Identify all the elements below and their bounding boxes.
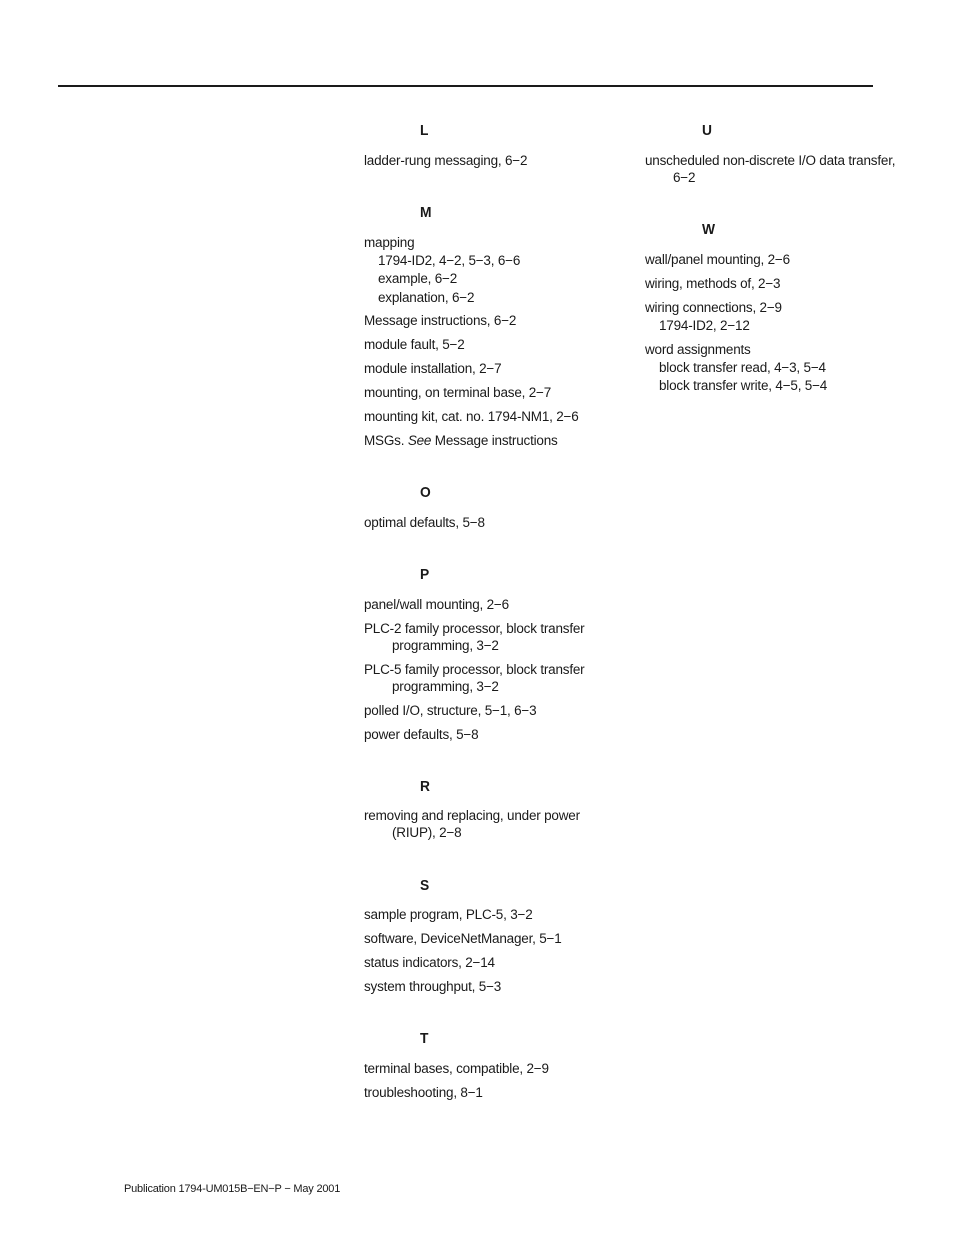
index-entry: panel/wall mounting, 2−6 bbox=[364, 597, 509, 612]
see-reference: See bbox=[407, 433, 432, 448]
index-entry: terminal bases, compatible, 2−9 bbox=[364, 1061, 549, 1076]
index-entry bbox=[364, 661, 584, 695]
publication-footer: Publication 1794-UM015B−EN−P − May 2001 bbox=[124, 1183, 341, 1195]
section-letter-p: P bbox=[420, 566, 430, 583]
index-entry-text: removing and replacing, under power bbox=[364, 808, 580, 823]
index-subentry: 1794-ID2, 2−12 bbox=[659, 318, 750, 333]
index-entry: mounting, on terminal base, 2−7 bbox=[364, 385, 552, 400]
index-entry: wiring, methods of, 2−3 bbox=[645, 276, 781, 291]
header-rule bbox=[58, 85, 873, 87]
section-letter-t: T bbox=[420, 1030, 429, 1047]
index-subentry: block transfer read, 4−3, 5−4 bbox=[659, 360, 826, 375]
index-subentry: block transfer write, 4−5, 5−4 bbox=[659, 378, 828, 393]
index-entry: system throughput, 5−3 bbox=[364, 979, 502, 994]
index-entry: mapping bbox=[364, 235, 415, 250]
index-entry: module installation, 2−7 bbox=[364, 361, 502, 376]
index-entry-text: PLC-2 family processor, block transfer bbox=[364, 621, 585, 636]
index-entry: sample program, PLC-5, 3−2 bbox=[364, 907, 533, 922]
index-entry bbox=[645, 152, 895, 186]
section-letter-w: W bbox=[702, 221, 716, 238]
index-entry: troubleshooting, 8−1 bbox=[364, 1085, 483, 1100]
index-entry: module fault, 5−2 bbox=[364, 337, 465, 352]
index-entry-continuation: programming, 3−2 bbox=[392, 679, 499, 694]
index-entry-text: unscheduled non-discrete I/O data transfer, bbox=[645, 153, 896, 168]
index-entry-continuation: programming, 3−2 bbox=[392, 638, 499, 653]
index-subentry: 1794-ID2, 4−2, 5−3, 6−6 bbox=[378, 253, 521, 268]
section-letter-o: O bbox=[420, 484, 431, 501]
section-letter-l: L bbox=[420, 122, 429, 139]
index-entry: Message instructions, 6−2 bbox=[364, 313, 517, 328]
section-letter-r: R bbox=[420, 778, 430, 795]
index-entry-text: Message instructions bbox=[431, 433, 558, 448]
index-entry-continuation: (RIUP), 2−8 bbox=[392, 825, 462, 840]
index-entry-text: MSGs. bbox=[364, 433, 408, 448]
index-entry: wiring connections, 2−9 bbox=[645, 300, 782, 315]
index-entry bbox=[364, 620, 584, 654]
index-entry: mounting kit, cat. no. 1794-NM1, 2−6 bbox=[364, 409, 579, 424]
index-entry: status indicators, 2−14 bbox=[364, 955, 495, 970]
index-entry: software, DeviceNetManager, 5−1 bbox=[364, 931, 562, 946]
index-entry: ladder-rung messaging, 6−2 bbox=[364, 153, 528, 168]
section-letter-u: U bbox=[702, 122, 712, 139]
index-entry: optimal defaults, 5−8 bbox=[364, 515, 485, 530]
index-entry-msgs bbox=[364, 432, 558, 449]
index-entry: power defaults, 5−8 bbox=[364, 727, 479, 742]
section-letter-s: S bbox=[420, 877, 430, 894]
index-subentry: explanation, 6−2 bbox=[378, 290, 475, 305]
index-entry: wall/panel mounting, 2−6 bbox=[645, 252, 790, 267]
index-entry-continuation: 6−2 bbox=[673, 170, 696, 185]
index-entry bbox=[364, 807, 580, 841]
index-entry: word assignments bbox=[645, 342, 751, 357]
index-entry: polled I/O, structure, 5−1, 6−3 bbox=[364, 703, 537, 718]
section-letter-m: M bbox=[420, 204, 432, 221]
index-entry-text: PLC-5 family processor, block transfer bbox=[364, 662, 585, 677]
index-subentry: example, 6−2 bbox=[378, 271, 458, 286]
